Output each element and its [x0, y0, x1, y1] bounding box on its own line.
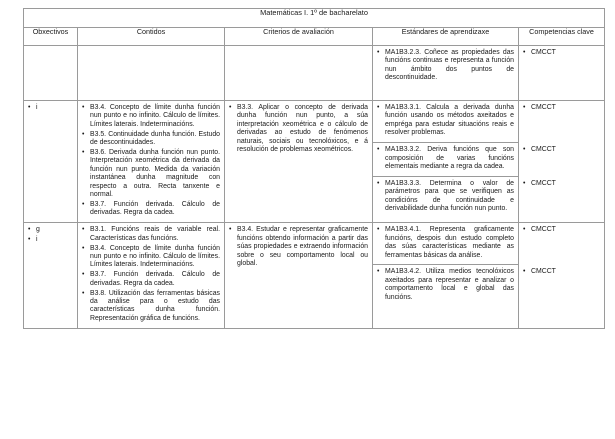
standard-block — [373, 265, 518, 306]
standard-block — [373, 177, 518, 218]
list-item: • B3.5. Continuidade dunha función. Estudo de descontinuidades. — [81, 131, 220, 148]
criteria-cell — [225, 223, 373, 328]
objectives-cell-list — [27, 104, 73, 112]
list-item: • i — [27, 104, 73, 112]
curriculum-table — [23, 8, 605, 329]
competences-cell — [519, 101, 605, 223]
list-item: • B3.4. Concepto de límite dunha función nun punto e no infinito. Cálculo de límites. Límites laterais. Indeterminacións. — [81, 245, 220, 270]
header-contents: Contidos — [78, 28, 225, 46]
contents-cell — [78, 46, 225, 101]
header-standards: Estándares de aprendizaxe — [373, 28, 519, 46]
contents-cell — [78, 223, 225, 328]
list-item: • B3.1. Funcións reais de variable real. Características das funcións. — [81, 226, 220, 243]
list-item: • i — [27, 236, 73, 244]
table-row — [24, 101, 605, 223]
list-item: • B3.8. Utilización das ferramentas básicas da análise para o estudo das características dunha función. Representación gráfica de funcións. — [81, 290, 220, 324]
list-item: • B3.6. Derivada dunha función nun punto. Interpretación xeométrica da derivada da función nun punto. Medida da variación instantánea dunha magnitude con respecto a outra. Recta tanxente e normal. — [81, 149, 220, 199]
standard-item: • MA1B3.3.2. Deriva funcións que son composición de varias funcións elementais mediante a regra da cadea. — [376, 146, 514, 171]
list-item: • B3.3. Aplicar o concepto de derivada dunha función nun punto, a súa interpretación xeométrica e o cálculo de derivadas ao estudo de fenómenos naturais, sociais ou tecnolóxicos, e á resolución de problemas xeométricos. — [228, 104, 368, 154]
competence-block — [519, 101, 604, 143]
competences-cell — [519, 46, 605, 101]
table-title: Matemáticas I. 1º de bacharelato — [24, 9, 605, 28]
competence-block — [519, 46, 604, 87]
objectives-cell — [24, 223, 78, 328]
standard-item: • MA1B3.3.1. Calcula a derivada dunha función usando os métodos axeitados e empréga para estudar situacións reais e resolver problemas. — [376, 104, 514, 138]
standard-item: • MA1B3.2.3. Coñece as propiedades das funcións continuas e representa a función nun ámbito dos puntos de descontinuidade. — [376, 49, 514, 83]
competences-cell — [519, 223, 605, 328]
competence-item: • CMCCT — [522, 104, 600, 112]
contents-cell-list — [81, 226, 220, 323]
competence-block — [519, 143, 604, 177]
header-row — [24, 28, 605, 46]
standard-item: • MA1B3.4.2. Utiliza medios tecnolóxicos axeitados para representar e analizar o comportamento local e global das funcións. — [376, 268, 514, 302]
objectives-cell-list — [27, 226, 73, 244]
table-row — [24, 46, 605, 101]
criteria-cell-list — [228, 104, 368, 154]
standard-block — [373, 223, 518, 265]
standard-block — [373, 101, 518, 143]
standard-item: • MA1B3.4.1. Representa graficamente funcións, despois dun estudo completo das súas características mediante as ferramentas básicas da análise. — [376, 226, 514, 260]
criteria-cell — [225, 101, 373, 223]
list-item: • g — [27, 226, 73, 234]
competence-item: • CMCCT — [522, 268, 600, 276]
list-item: • B3.7. Función derivada. Cálculo de derivadas. Regra da cadea. — [81, 271, 220, 288]
standards-cell — [373, 46, 519, 101]
competence-item: • CMCCT — [522, 226, 600, 234]
header-competences: Competencias clave — [519, 28, 605, 46]
competence-item: • CMCCT — [522, 180, 600, 188]
contents-cell-list — [81, 104, 220, 218]
standards-cell — [373, 223, 519, 328]
title-row — [24, 9, 605, 28]
list-item: • B3.4. Concepto de límite dunha función nun punto e no infinito. Cálculo de límites. Límites laterais. Indeterminacións. — [81, 104, 220, 129]
competence-block — [519, 265, 604, 306]
standard-block — [373, 46, 518, 87]
contents-cell — [78, 101, 225, 223]
competence-block — [519, 223, 604, 265]
criteria-cell — [225, 46, 373, 101]
criteria-cell-list — [228, 226, 368, 268]
table-row — [24, 223, 605, 328]
objectives-cell — [24, 46, 78, 101]
competence-item: • CMCCT — [522, 146, 600, 154]
list-item: • B3.4. Estudar e representar graficamente funcións obtendo información a partir das súas propiedades e extraendo información sobre o seu comportamento local ou global. — [228, 226, 368, 268]
header-criteria: Criterios de avaliación — [225, 28, 373, 46]
standard-block — [373, 143, 518, 177]
objectives-cell — [24, 101, 78, 223]
competence-item: • CMCCT — [522, 49, 600, 57]
standards-cell — [373, 101, 519, 223]
standard-item: • MA1B3.3.3. Determina o valor de parámetros para que se verifiquen as condicións de continuidade e derivabilidade dunha función nun punto. — [376, 180, 514, 214]
header-objectives: Obxectivos — [24, 28, 78, 46]
competence-block — [519, 177, 604, 218]
document-page — [23, 8, 604, 329]
list-item: • B3.7. Función derivada. Cálculo de derivadas. Regra da cadea. — [81, 201, 220, 218]
